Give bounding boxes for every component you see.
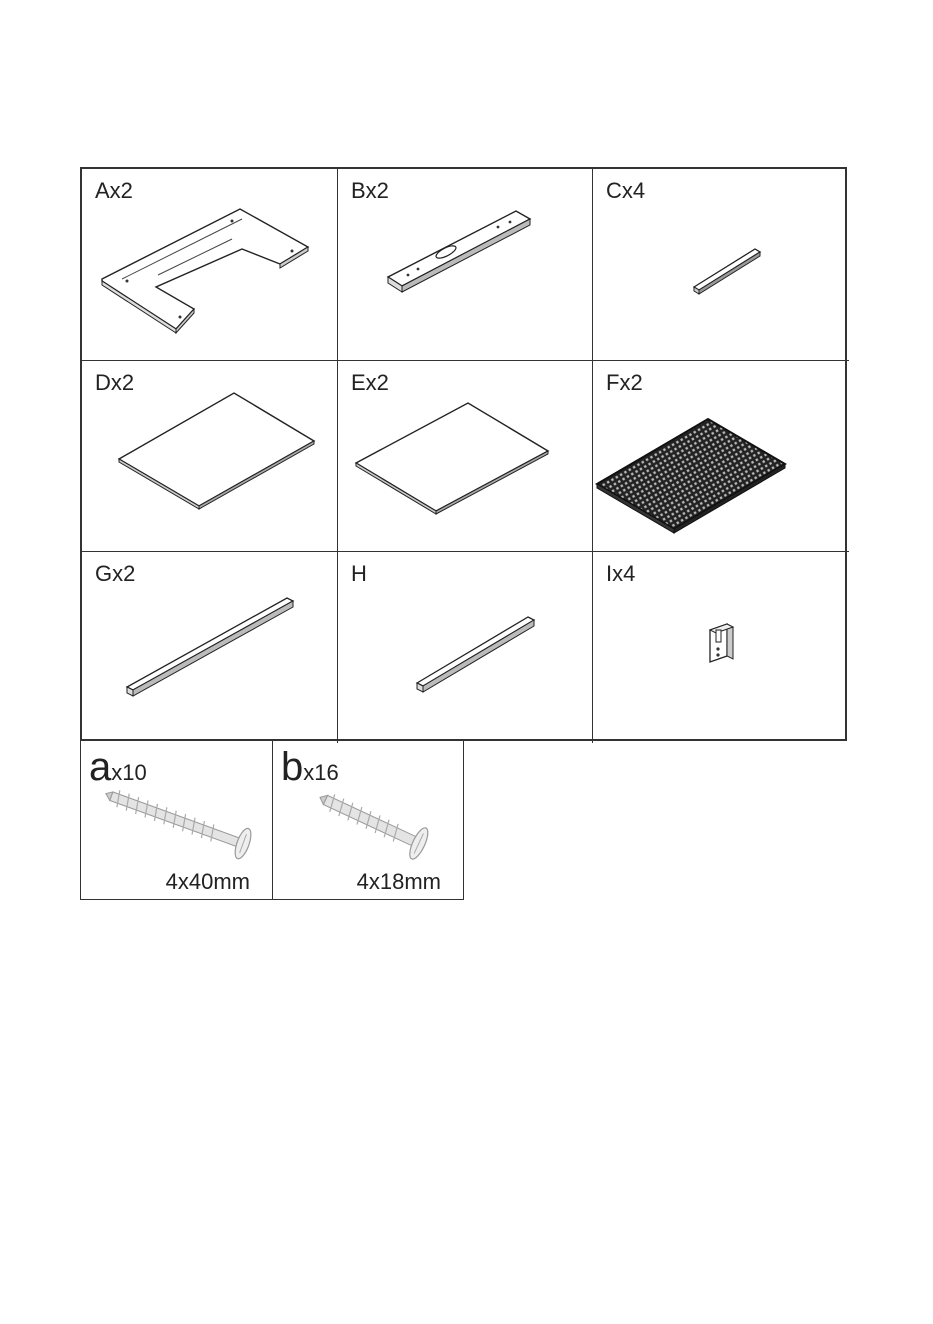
screw-a-letter: a: [89, 745, 112, 789]
part-f-cell: [593, 361, 849, 552]
part-c-label: Cx4: [606, 178, 646, 203]
screw-a-size: 4x40mm: [165, 869, 250, 894]
part-g-cell: [82, 552, 338, 743]
part-e-label: Ex2: [351, 370, 389, 395]
parts-grid: [80, 167, 847, 741]
part-a-frame-drawing: [82, 169, 336, 359]
part-h-cell: [338, 552, 593, 743]
screws-row: [80, 741, 464, 900]
part-h-label: H: [351, 561, 367, 586]
part-g-rail-drawing: [82, 552, 336, 741]
part-a-cell: [82, 169, 338, 361]
screw-a-quantity: x10: [111, 760, 147, 785]
part-b-label: Bx2: [351, 178, 389, 203]
part-d-panel-drawing: [82, 361, 336, 550]
screw-b-cell: [272, 741, 463, 899]
part-e-panel-drawing: [338, 361, 591, 550]
part-b-beam-drawing: [338, 169, 591, 359]
part-i-cell: [593, 552, 849, 743]
screw-a-cell: [81, 741, 272, 899]
screw-b-letter: b: [281, 745, 304, 789]
part-d-label: Dx2: [95, 370, 135, 395]
part-h-rail-drawing: [338, 552, 591, 741]
part-f-mesh-drawing: [593, 361, 847, 550]
part-b-cell: [338, 169, 593, 361]
part-c-bar-drawing: [593, 169, 847, 359]
part-a-label: Ax2: [95, 178, 133, 203]
part-i-bracket-drawing: [593, 552, 847, 741]
part-d-cell: [82, 361, 338, 552]
part-f-label: Fx2: [606, 370, 643, 395]
part-e-cell: [338, 361, 593, 552]
screw-b-size: 4x18mm: [356, 869, 441, 894]
part-c-cell: [593, 169, 849, 361]
screw-b-quantity: x16: [303, 760, 339, 785]
part-g-label: Gx2: [95, 561, 136, 586]
part-i-label: Ix4: [606, 561, 636, 586]
